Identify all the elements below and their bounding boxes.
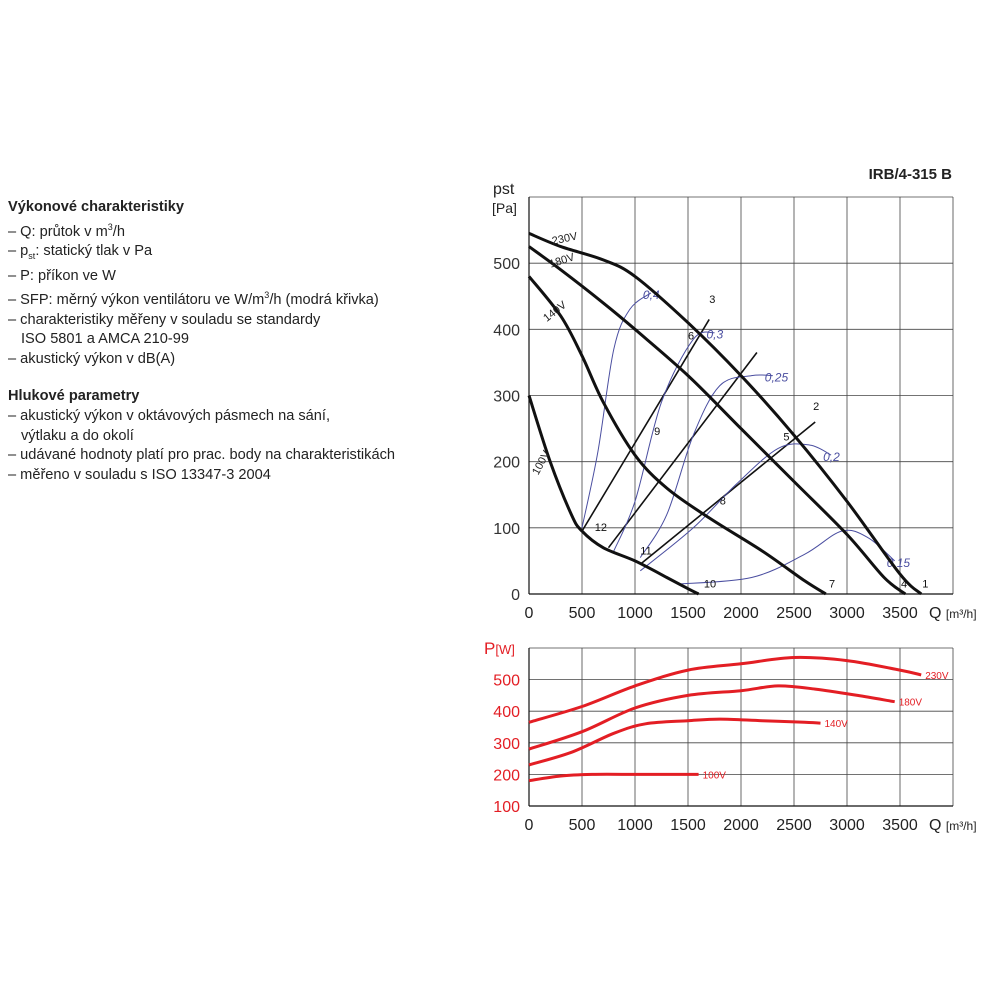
operating-point-label: 9 (654, 426, 661, 439)
x-tick-label: 1500 (670, 605, 706, 622)
power-curve (529, 657, 921, 722)
y-tick-label: 400 (493, 704, 520, 722)
y-tick-label: 500 (493, 672, 520, 690)
power-curve (529, 774, 699, 780)
x-tick-label: 3000 (829, 605, 865, 622)
pressure-curve (529, 247, 908, 594)
pressure-curve (529, 276, 826, 594)
x-tick-label: 0 (524, 817, 534, 834)
y-tick-label: 300 (493, 388, 520, 406)
noise-line: – měřeno v souladu s ISO 13347-3 2004 (8, 466, 271, 483)
noise-line: – akustický výkon v oktávových pásmech na sání, (8, 407, 331, 424)
y-tick-label: 400 (493, 322, 520, 340)
pressure-curves (529, 230, 928, 594)
model-title: IRB/4-315 B (868, 166, 952, 183)
sfp-label: 0,4 (642, 287, 660, 302)
operating-point-label: 5 (783, 431, 790, 444)
power-curve (529, 719, 821, 765)
performance-line: – P: příkon ve W (8, 267, 116, 284)
series-label: 180V (548, 251, 577, 271)
sfp-label: 0,15 (886, 555, 911, 570)
sfp-label: 0,2 (823, 450, 840, 465)
y-axis-label: pst (493, 181, 515, 198)
x-tick-label: 2500 (776, 817, 812, 834)
series-label: 140V (541, 299, 569, 325)
y-axis-label: P[W] (484, 639, 515, 658)
performance-line: – charakteristiky měřeny v souladu se standardy (8, 311, 321, 328)
x-tick-label: 1000 (617, 817, 653, 834)
x-tick-label: 500 (568, 817, 596, 834)
operating-point-label: 1 (922, 578, 929, 591)
noise-line: – udávané hodnoty platí pro prac. body na charakteristikách (8, 447, 395, 464)
performance-line: ISO 5801 a AMCA 210-99 (21, 331, 189, 348)
operating-point-label: 7 (828, 578, 836, 591)
performance-line: – Q: průtok v $m^3/h$ (8, 221, 125, 240)
sfp-label: 0,25 (764, 370, 789, 385)
y-tick-label: 300 (493, 735, 520, 753)
performance-line: – akustický výkon v dB(A) (8, 350, 176, 367)
y-tick-label: 100 (493, 799, 520, 816)
series-label: 180V (898, 697, 923, 709)
series-label: 100V (530, 448, 553, 478)
noise-heading: Hlukové parametry (8, 388, 140, 405)
x-axis-label: Q [m³/h] (929, 817, 977, 834)
operating-point-label: 10 (703, 578, 717, 591)
y-tick-label: 200 (493, 767, 520, 785)
sfp-curve (582, 293, 651, 528)
sfp-curve (677, 530, 894, 584)
operating-point-label: 4 (901, 578, 908, 591)
power-panel (484, 639, 977, 834)
x-tick-label: 2500 (776, 605, 812, 622)
operating-point-label: 6 (688, 330, 695, 343)
y-tick-label: 200 (493, 454, 520, 472)
x-tick-label: 1000 (617, 605, 653, 622)
y-axis-unit: [Pa] (492, 200, 517, 216)
y-tick-label: 100 (493, 520, 520, 538)
operating-point-label: 8 (719, 495, 726, 508)
operating-point-label: 2 (813, 401, 820, 414)
power-curve (529, 686, 895, 749)
series-label: 100V (702, 770, 726, 782)
operating-point-label: 3 (709, 293, 716, 306)
x-tick-label: 3000 (829, 817, 865, 834)
x-tick-label: 3500 (882, 605, 918, 622)
x-axis-label: Q [m³/h] (929, 605, 977, 622)
noise-line: výtlaku a do okolí (21, 427, 134, 444)
x-tick-label: 500 (568, 605, 596, 622)
series-label: 230V (925, 670, 949, 682)
sfp-curve (614, 332, 715, 551)
performance-heading: Výkonové charakteristiky (8, 199, 185, 215)
x-tick-label: 0 (524, 605, 534, 622)
y-tick-label: 500 (493, 256, 520, 274)
y-tick-label: 0 (511, 587, 520, 604)
performance-line: – SFP: měrný výkon ventilátoru ve $W/m^3/h$ (modrá křivka) (8, 290, 379, 308)
performance-line: – $p_{st}$: statický tlak v Pa (8, 243, 153, 261)
series-label: 230V (550, 230, 579, 248)
x-tick-label: 1500 (670, 817, 706, 834)
series-label: 140V (824, 719, 848, 731)
x-tick-label: 2000 (723, 605, 759, 622)
power-curves (529, 657, 949, 781)
operating-point-label: 11 (640, 545, 652, 558)
x-tick-label: 3500 (882, 817, 918, 834)
x-tick-label: 2000 (723, 817, 759, 834)
sfp-label: 0,3 (706, 327, 724, 342)
sfp-curve (640, 444, 831, 571)
operating-point-label: 12 (594, 522, 607, 535)
